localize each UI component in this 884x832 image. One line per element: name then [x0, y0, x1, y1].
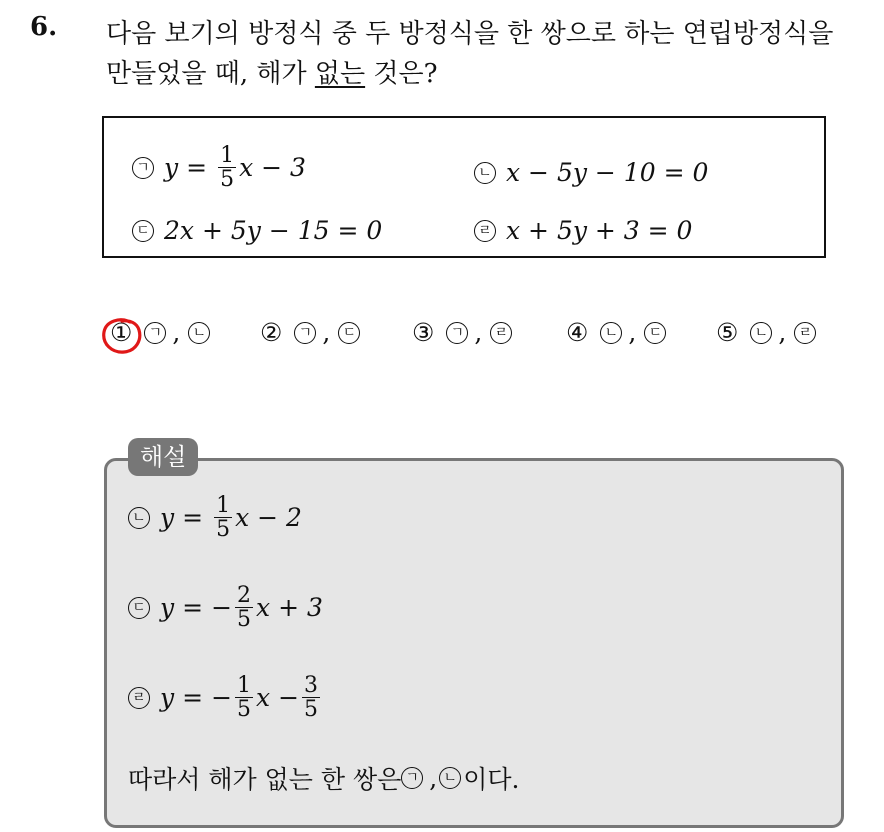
choice-1-mark-a: ㄱ — [144, 322, 166, 344]
solution-line-1-rest: x − 2 — [235, 503, 302, 533]
solution-line-2-numerator: 2 — [237, 583, 252, 608]
choice-2[interactable]: ② ㄱ , ㄷ — [260, 318, 366, 347]
solution-line-2-fraction — [235, 584, 253, 631]
solution-line-2-denominator: 5 — [237, 607, 252, 633]
solution-line-2 — [128, 584, 323, 631]
question-line-2-post: 것은? — [365, 59, 438, 89]
solution-line-3-fraction-1 — [235, 674, 253, 721]
choice-4-mark-a: ㄴ — [600, 322, 622, 344]
choice-5[interactable]: ⑤ ㄴ , ㄹ — [716, 318, 822, 347]
statement-1 — [132, 144, 306, 191]
solution-line-3-mid: x − — [256, 683, 300, 713]
choice-3-mark-b: ㄹ — [490, 322, 512, 344]
statement-2-expr: x − 5y − 10 = 0 — [506, 158, 709, 187]
solution-line-1-lhs: y — [160, 503, 175, 533]
statement-1-rest: x − 3 — [239, 153, 306, 183]
choice-1-number: ① — [110, 318, 133, 347]
solution-conclusion — [128, 760, 520, 796]
statement-1-eq: = — [186, 153, 208, 183]
statement-4-mark: ㄹ — [474, 220, 496, 242]
statement-1-lhs: y — [164, 153, 179, 183]
solution-line-3-denominator-2: 5 — [304, 697, 319, 723]
choice-2-mark-b: ㄷ — [338, 322, 360, 344]
conclusion-mark-b: ㄴ — [439, 767, 461, 789]
statement-1-denominator: 5 — [220, 167, 235, 193]
conclusion-text-post: 이다. — [463, 765, 520, 794]
solution-line-2-lhs: y — [160, 593, 175, 623]
choice-5-mark-a: ㄴ — [750, 322, 772, 344]
choice-4-number: ④ — [566, 318, 589, 347]
statement-4-expr: x + 5y + 3 = 0 — [506, 216, 693, 245]
statement-2 — [474, 158, 708, 187]
solution-line-2-mark: ㄷ — [128, 597, 150, 619]
choice-1-mark-b: ㄴ — [188, 322, 210, 344]
choice-3[interactable]: ③ ㄱ , ㄹ — [412, 318, 518, 347]
choice-5-number: ⑤ — [716, 318, 739, 347]
question-number: 6. — [30, 12, 58, 42]
statement-4 — [474, 216, 692, 245]
statement-3 — [132, 216, 382, 245]
solution-line-1-mark: ㄴ — [128, 507, 150, 529]
solution-line-2-sign: − — [211, 593, 233, 623]
question-line-2-pre: 만들었을 때, 해가 — [106, 59, 315, 89]
choice-4[interactable]: ④ ㄴ , ㄷ — [566, 318, 672, 347]
solution-line-3-mark: ㄹ — [128, 687, 150, 709]
statement-1-numerator: 1 — [220, 143, 235, 168]
choice-2-number: ② — [260, 318, 283, 347]
question-underlined-word: 없는 — [314, 59, 366, 89]
solution-line-1-numerator: 1 — [216, 493, 231, 518]
solution-line-1-fraction — [214, 494, 232, 541]
solution-line-1-denominator: 5 — [216, 517, 231, 543]
solution-line-3-numerator-1: 1 — [237, 673, 252, 698]
solution-line-3-fraction-2 — [302, 674, 320, 721]
statement-3-expr: 2x + 5y − 15 = 0 — [164, 216, 383, 245]
choice-3-number: ③ — [412, 318, 435, 347]
statement-1-fraction — [218, 144, 236, 191]
solution-line-2-rest: x + 3 — [256, 593, 323, 623]
solution-line-2-eq: = — [182, 593, 204, 623]
choice-3-mark-a: ㄱ — [446, 322, 468, 344]
solution-tag: 해설 — [128, 438, 198, 476]
solution-line-3-denominator-1: 5 — [237, 697, 252, 723]
conclusion-mark-a: ㄱ — [401, 767, 423, 789]
choice-4-mark-b: ㄷ — [644, 322, 666, 344]
solution-line-3-lhs: y — [160, 683, 175, 713]
solution-line-3-eq: = — [182, 683, 204, 713]
question-line-2 — [106, 54, 866, 94]
statement-3-mark: ㄷ — [132, 220, 154, 242]
solution-line-3 — [128, 674, 323, 721]
solution-line-3-sign: − — [211, 683, 233, 713]
choice-5-mark-b: ㄹ — [794, 322, 816, 344]
selected-answer-circle-mark — [100, 316, 144, 356]
conclusion-text-pre: 따라서 해가 없는 한 쌍은 — [128, 765, 402, 794]
solution-line-1-eq: = — [182, 503, 204, 533]
question-line-1: 다음 보기의 방정식 중 두 방정식을 한 쌍으로 하는 연립방정식을 — [106, 19, 834, 49]
conclusion-sep: , — [429, 763, 438, 793]
statement-2-mark: ㄴ — [474, 162, 496, 184]
solution-line-3-numerator-2: 3 — [304, 673, 319, 698]
choice-2-mark-a: ㄱ — [294, 322, 316, 344]
statement-1-mark: ㄱ — [132, 157, 154, 179]
question-text — [106, 14, 866, 94]
solution-line-1 — [128, 494, 302, 541]
choice-1[interactable]: ① ㄱ , ㄴ — [110, 318, 216, 347]
